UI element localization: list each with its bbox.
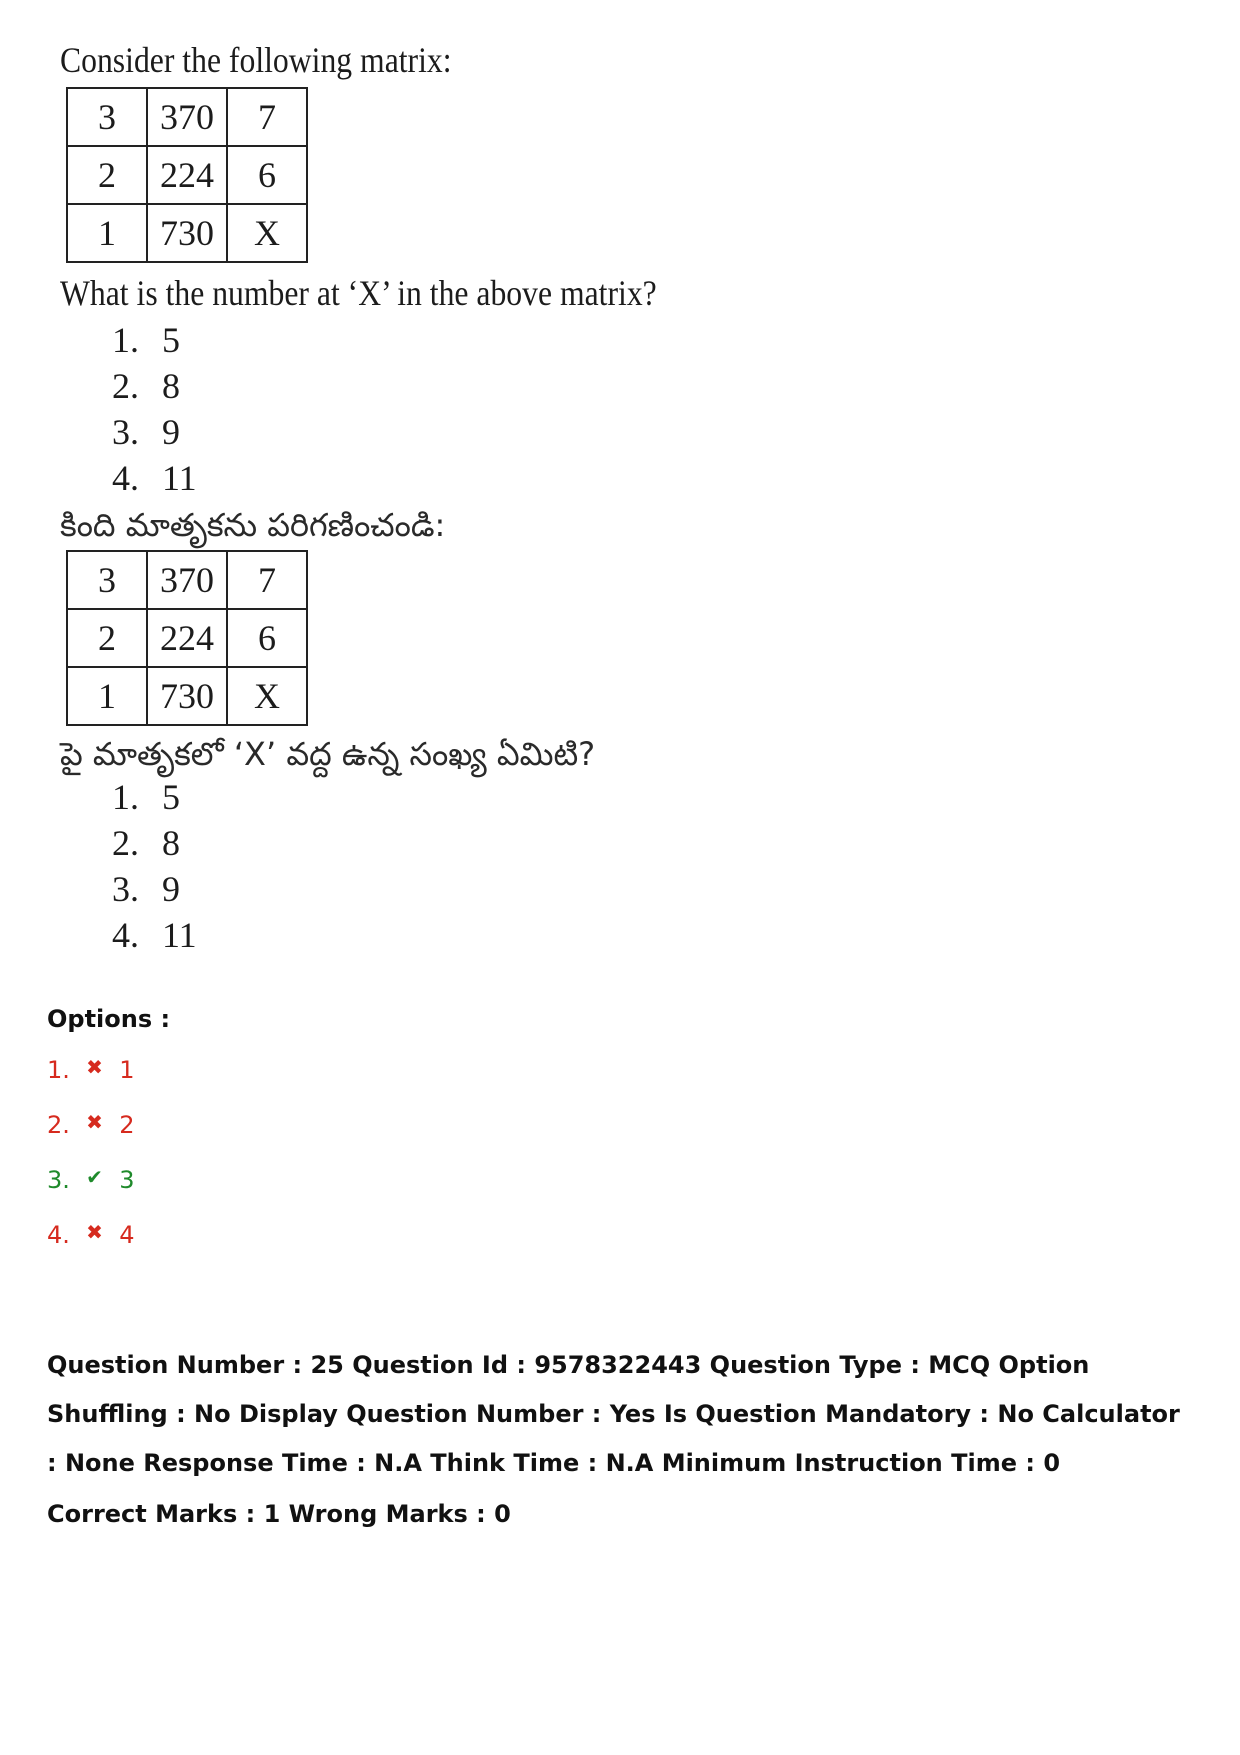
option-value: 4 [119, 1221, 135, 1249]
option-number: 4. [47, 1221, 70, 1249]
option-number: 3. [47, 1166, 70, 1194]
choice-item [112, 409, 740, 455]
matrix-cell: 224 [147, 146, 227, 204]
question-intro-en: Consider the following matrix: [60, 40, 452, 80]
question-image [60, 40, 740, 964]
matrix-row [67, 551, 307, 609]
matrix-cell: 2 [67, 609, 147, 667]
matrix-cell: X [227, 204, 307, 262]
option-item [47, 1163, 1197, 1218]
marks-info: Correct Marks : 1 Wrong Marks : 0 [47, 1500, 511, 1528]
answer-meta [47, 1005, 1197, 1534]
cross-icon: ✖ [86, 1055, 103, 1079]
choice-item [112, 820, 740, 866]
option-item [47, 1108, 1197, 1163]
matrix-table-en [66, 87, 308, 263]
option-number: 1. [47, 1056, 70, 1084]
matrix-cell: 7 [227, 551, 307, 609]
choice-item [112, 866, 740, 912]
option-value: 2 [119, 1111, 135, 1139]
choice-value: 9 [162, 411, 180, 452]
matrix-cell: 2 [67, 146, 147, 204]
choice-list-en [112, 317, 740, 501]
option-value: 3 [119, 1166, 135, 1194]
choice-list-te [112, 774, 740, 958]
option-value: 1 [119, 1056, 135, 1084]
choice-number: 3. [112, 411, 139, 452]
matrix-cell: 224 [147, 609, 227, 667]
choice-value: 11 [162, 457, 197, 498]
choice-value: 8 [162, 365, 180, 406]
option-item [47, 1218, 1197, 1273]
matrix-row [67, 609, 307, 667]
choice-item [112, 317, 740, 363]
choice-number: 1. [112, 319, 139, 360]
choice-number: 3. [112, 869, 139, 910]
matrix-cell: 1 [67, 204, 147, 262]
question-info: Question Number : 25 Question Id : 9578322443 Question Type : MCQ Option Shuffling : No Display Question Number : Yes Is Question Mandatory : No Calculator : None Response Time : N.A Think Time : N.A Minimum Instruction Time : 0 [47, 1351, 1180, 1477]
choice-item [112, 455, 740, 501]
choice-item [112, 774, 740, 820]
matrix-table-te [66, 550, 308, 726]
option-item [47, 1053, 1197, 1108]
check-icon: ✔ [86, 1165, 103, 1189]
matrix-cell: 730 [147, 667, 227, 725]
matrix-cell: 7 [227, 88, 307, 146]
matrix-cell: 6 [227, 609, 307, 667]
matrix-cell: 370 [147, 551, 227, 609]
choice-value: 5 [162, 777, 180, 818]
choice-value: 5 [162, 319, 180, 360]
question-intro-te: కింది మాతృకను పరిగణించండి: [60, 505, 446, 544]
choice-number: 1. [112, 777, 139, 818]
matrix-cell: 3 [67, 551, 147, 609]
choice-item [112, 912, 740, 958]
choice-number: 2. [112, 823, 139, 864]
matrix-cell: 6 [227, 146, 307, 204]
matrix-cell: 3 [67, 88, 147, 146]
choice-number: 4. [112, 915, 139, 956]
matrix-row [67, 204, 307, 262]
question-text-te: పై మాతృకలో ‘X’ వద్ద ఉన్న సంఖ్య ఏమిటి? [60, 734, 596, 773]
option-number: 2. [47, 1111, 70, 1139]
matrix-cell: X [227, 667, 307, 725]
matrix-row [67, 146, 307, 204]
choice-value: 8 [162, 823, 180, 864]
matrix-cell: 1 [67, 667, 147, 725]
question-text-en: What is the number at ‘X’ in the above matrix? [60, 273, 657, 314]
choice-number: 2. [112, 365, 139, 406]
choice-item [112, 363, 740, 409]
options-title: Options : [47, 1005, 171, 1033]
choice-value: 11 [162, 915, 197, 956]
matrix-cell: 730 [147, 204, 227, 262]
cross-icon: ✖ [86, 1110, 103, 1134]
choice-number: 4. [112, 457, 139, 498]
matrix-row [67, 667, 307, 725]
matrix-cell: 370 [147, 88, 227, 146]
cross-icon: ✖ [86, 1220, 103, 1244]
choice-value: 9 [162, 869, 180, 910]
matrix-row [67, 88, 307, 146]
